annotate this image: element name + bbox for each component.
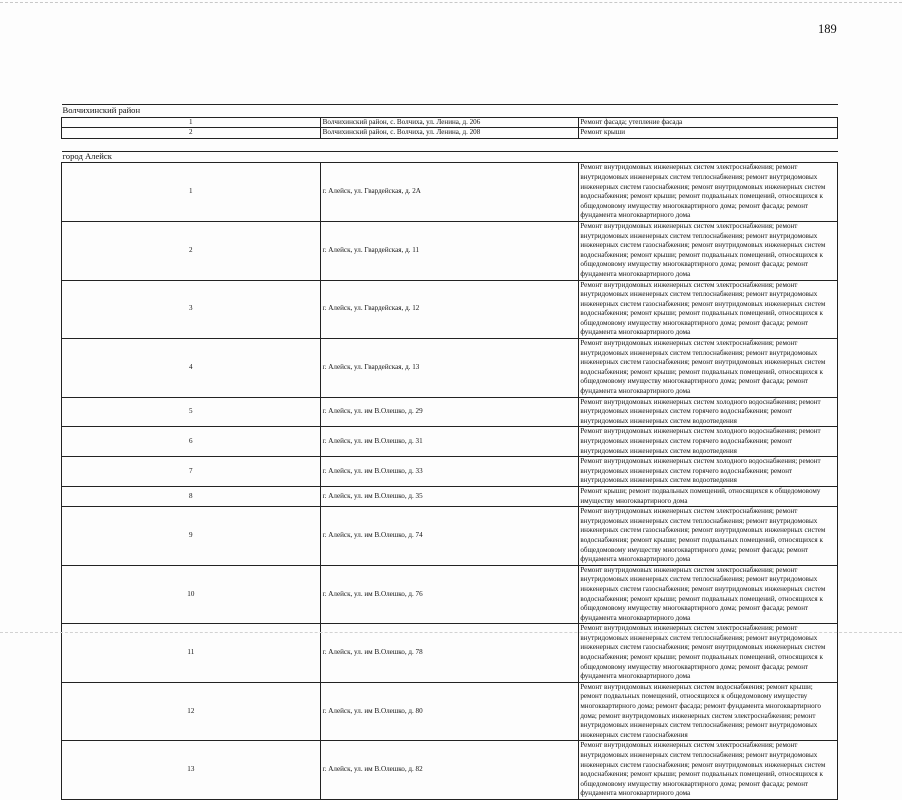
- row-address: г. Алейск, ул. Гвардейская, д. 12: [320, 280, 579, 339]
- row-number: 3: [62, 280, 321, 339]
- table-row: [62, 741, 838, 800]
- table-row: [62, 163, 838, 222]
- district-title: Волчихинский район: [62, 105, 838, 118]
- row-works: Ремонт внутридомовых инженерных систем электроснабжения; ремонт внутридомовых инженерных систем теплоснабжения; ремонт внутридомовых инженерных систем газоснабжения; ремонт внутридомовых инженерных систем водоснабжения; ремонт крыши; ремонт подвальных помещений, относящихся к общедомовому имуществу многоквартирного дома; ремонт фасада; ремонт фундамента многоквартирного дома: [579, 565, 838, 624]
- row-address: г. Алейск, ул. Гвардейская, д. 2А: [320, 163, 579, 222]
- row-number: 2: [62, 128, 321, 139]
- row-number: 5: [62, 397, 321, 427]
- table-row: [62, 128, 838, 139]
- row-number: 11: [62, 624, 321, 683]
- row-address: г. Алейск, ул. Гвардейская, д. 13: [320, 339, 579, 398]
- scan-bottom-edge: [0, 632, 902, 633]
- row-works: Ремонт внутридомовых инженерных систем электроснабжения; ремонт внутридомовых инженерных систем теплоснабжения; ремонт внутридомовых инженерных систем газоснабжения; ремонт внутридомовых инженерных систем водоснабжения; ремонт крыши; ремонт подвальных помещений, относящихся к общедомовому имуществу многоквартирного дома; ремонт фасада; ремонт фундамента многоквартирного дома: [579, 163, 838, 222]
- row-works: Ремонт крыши; ремонт подвальных помещений, относящихся к общедомовому имуществу многоквартирного дома: [579, 486, 838, 506]
- page-number: 189: [818, 22, 837, 36]
- row-works: Ремонт внутридомовых инженерных систем холодного водоснабжения; ремонт внутридомовых инженерных систем горячего водоснабжения; ремонт внутридомовых инженерных систем водоотведения: [579, 427, 838, 457]
- row-works: Ремонт внутридомовых инженерных систем электроснабжения; ремонт внутридомовых инженерных систем теплоснабжения; ремонт внутридомовых инженерных систем газоснабжения; ремонт внутридомовых инженерных систем водоснабжения; ремонт крыши; ремонт подвальных помещений, относящихся к общедомовому имуществу многоквартирного дома; ремонт фасада; ремонт фундамента многоквартирного дома: [579, 624, 838, 683]
- row-number: 12: [62, 682, 321, 741]
- row-works: Ремонт внутридомовых инженерных систем холодного водоснабжения; ремонт внутридомовых инженерных систем горячего водоснабжения; ремонт внутридомовых инженерных систем водоотведения: [579, 397, 838, 427]
- row-address: Волчихинский район, с. Волчиха, ул. Ленина, д. 206: [320, 117, 579, 128]
- row-address: г. Алейск, ул. им В.Олешко, д. 29: [320, 397, 579, 427]
- table-row: [62, 221, 838, 280]
- row-works: Ремонт внутридомовых инженерных систем электроснабжения; ремонт внутридомовых инженерных систем теплоснабжения; ремонт внутридомовых инженерных систем газоснабжения; ремонт внутридомовых инженерных систем водоснабжения; ремонт крыши; ремонт подвальных помещений, относящихся к общедомовому имуществу многоквартирного дома; ремонт фасада; ремонт фундамента многоквартирного дома: [579, 507, 838, 566]
- row-address: г. Алейск, ул. им В.Олешко, д. 35: [320, 486, 579, 506]
- row-number: 7: [62, 457, 321, 487]
- table-row: [62, 117, 838, 128]
- row-address: г. Алейск, ул. им В.Олешко, д. 82: [320, 741, 579, 800]
- table-row: [62, 682, 838, 741]
- row-works: Ремонт крыши: [579, 128, 838, 139]
- district-title: город Алейск: [62, 151, 838, 163]
- row-number: 1: [62, 163, 321, 222]
- row-number: 6: [62, 427, 321, 457]
- row-number: 8: [62, 486, 321, 506]
- row-address: г. Алейск, ул. им В.Олешко, д. 80: [320, 682, 579, 741]
- table-row: [62, 339, 838, 398]
- row-address: г. Алейск, ул. им В.Олешко, д. 76: [320, 565, 579, 624]
- table-row: [62, 486, 838, 506]
- row-works: Ремонт внутридомовых инженерных систем холодного водоснабжения; ремонт внутридомовых инженерных систем горячего водоснабжения; ремонт внутридомовых инженерных систем водоотведения: [579, 457, 838, 487]
- table-row: [62, 397, 838, 427]
- row-number: 9: [62, 507, 321, 566]
- row-address: г. Алейск, ул. им В.Олешко, д. 74: [320, 507, 579, 566]
- table-row: [62, 457, 838, 487]
- table-row: [62, 280, 838, 339]
- row-works: Ремонт внутридомовых инженерных систем водоснабжения; ремонт крыши; ремонт подвальных помещений, относящихся к общедомовому имуществу многоквартирного дома; ремонт фасада; ремонт фундамента многоквартирного дома; ремонт внутридомовых инженерных систем электроснабжения; ремонт внутридомовых инженерных систем теплоснабжения; ремонт внутридомовых инженерных систем газоснабжения: [579, 682, 838, 741]
- row-number: 13: [62, 741, 321, 800]
- repair-table: [61, 104, 838, 800]
- district-heading-row: [62, 151, 838, 163]
- row-number: 1: [62, 117, 321, 128]
- district-heading-row: [62, 105, 838, 118]
- table-row: [62, 507, 838, 566]
- repair-table-sheet: [61, 104, 838, 800]
- section-gap: [62, 138, 838, 151]
- table-row: [62, 565, 838, 624]
- row-works: Ремонт внутридомовых инженерных систем электроснабжения; ремонт внутридомовых инженерных систем теплоснабжения; ремонт внутридомовых инженерных систем газоснабжения; ремонт внутридомовых инженерных систем водоснабжения; ремонт крыши; ремонт подвальных помещений, относящихся к общедомовому имуществу многоквартирного дома; ремонт фасада; ремонт фундамента многоквартирного дома: [579, 221, 838, 280]
- row-works: Ремонт внутридомовых инженерных систем электроснабжения; ремонт внутридомовых инженерных систем теплоснабжения; ремонт внутридомовых инженерных систем газоснабжения; ремонт внутридомовых инженерных систем водоснабжения; ремонт крыши; ремонт подвальных помещений, относящихся к общедомовому имуществу многоквартирного дома; ремонт фасада; ремонт фундамента многоквартирного дома: [579, 339, 838, 398]
- row-works: Ремонт внутридомовых инженерных систем электроснабжения; ремонт внутридомовых инженерных систем теплоснабжения; ремонт внутридомовых инженерных систем газоснабжения; ремонт внутридомовых инженерных систем водоснабжения; ремонт крыши; ремонт подвальных помещений, относящихся к общедомовому имуществу многоквартирного дома; ремонт фасада; ремонт фундамента многоквартирного дома: [579, 741, 838, 800]
- row-number: 2: [62, 221, 321, 280]
- row-number: 10: [62, 565, 321, 624]
- row-address: г. Алейск, ул. им В.Олешко, д. 31: [320, 427, 579, 457]
- row-address: г. Алейск, ул. им В.Олешко, д. 33: [320, 457, 579, 487]
- row-address: г. Алейск, ул. им В.Олешко, д. 78: [320, 624, 579, 683]
- row-works: Ремонт внутридомовых инженерных систем электроснабжения; ремонт внутридомовых инженерных систем теплоснабжения; ремонт внутридомовых инженерных систем газоснабжения; ремонт внутридомовых инженерных систем водоснабжения; ремонт крыши; ремонт подвальных помещений, относящихся к общедомовому имуществу многоквартирного дома; ремонт фасада; ремонт фундамента многоквартирного дома: [579, 280, 838, 339]
- row-address: Волчихинский район, с. Волчиха, ул. Ленина, д. 208: [320, 128, 579, 139]
- scan-top-edge: [0, 2, 902, 3]
- row-number: 4: [62, 339, 321, 398]
- table-row: [62, 427, 838, 457]
- row-address: г. Алейск, ул. Гвардейская, д. 11: [320, 221, 579, 280]
- row-works: Ремонт фасада; утепление фасада: [579, 117, 838, 128]
